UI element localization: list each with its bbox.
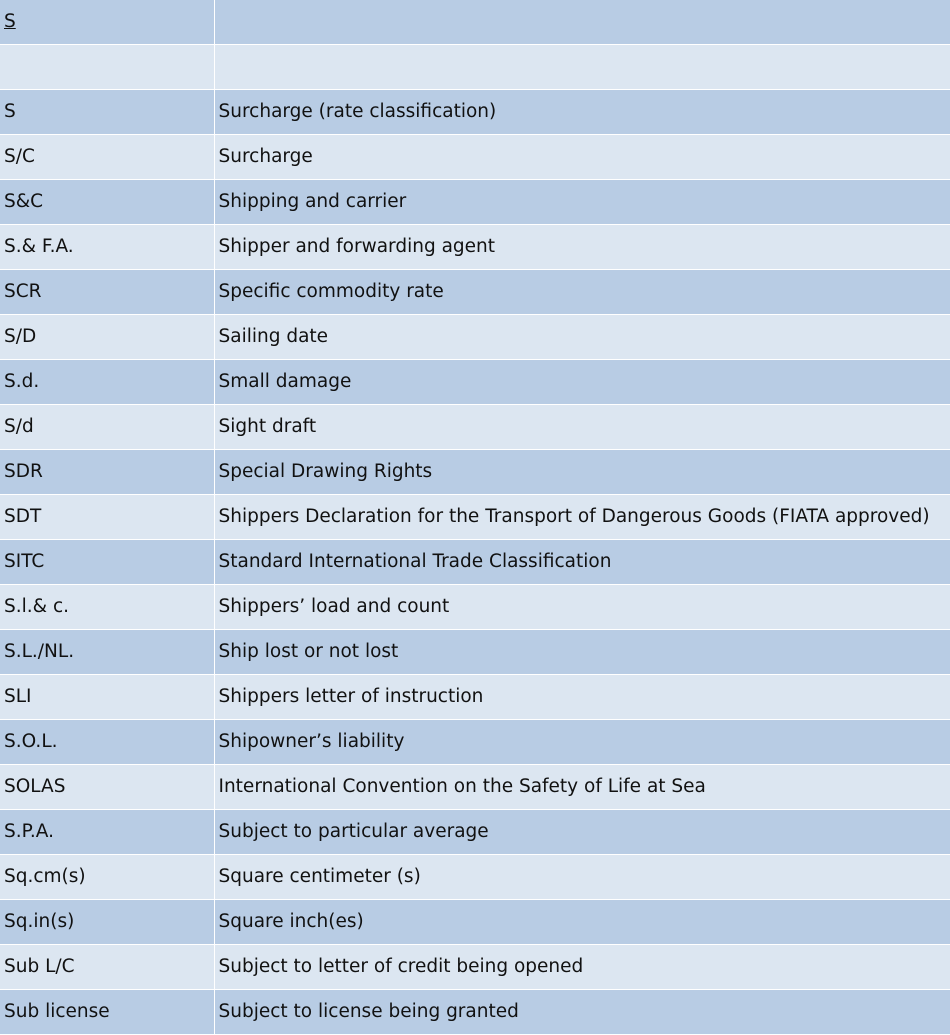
table-row: [0, 315, 950, 360]
table-row: [0, 990, 950, 1035]
meaning-cell: Special Drawing Rights: [214, 450, 950, 495]
table-row: [0, 270, 950, 315]
meaning-cell: Subject to particular average: [214, 810, 950, 855]
meaning-cell: Square centimeter (s): [214, 855, 950, 900]
meaning-cell: International Convention on the Safety of Life at Sea: [214, 765, 950, 810]
table-row: [0, 675, 950, 720]
meaning-cell: Shipping and carrier: [214, 180, 950, 225]
meaning-cell: Standard International Trade Classification: [214, 540, 950, 585]
table-row: [0, 180, 950, 225]
meaning-cell: Shipper and forwarding agent: [214, 225, 950, 270]
abbreviation-cell: S.O.L.: [0, 720, 214, 765]
abbreviation-cell: S/d: [0, 405, 214, 450]
abbreviation-cell: S.P.A.: [0, 810, 214, 855]
section-header-row: [0, 0, 950, 45]
meaning-cell: Shippers Declaration for the Transport of Dangerous Goods (FIATA approved): [214, 495, 950, 540]
table-row: [0, 900, 950, 945]
spacer-cell: [214, 45, 950, 90]
abbreviation-cell: S.d.: [0, 360, 214, 405]
table-row: [0, 135, 950, 180]
abbreviation-cell: Sq.in(s): [0, 900, 214, 945]
meaning-cell: Subject to letter of credit being opened: [214, 945, 950, 990]
abbreviation-cell: Sq.cm(s): [0, 855, 214, 900]
abbreviation-cell: S.L./NL.: [0, 630, 214, 675]
meaning-cell: Shipowner’s liability: [214, 720, 950, 765]
table-row: [0, 495, 950, 540]
abbreviation-cell: Sub license: [0, 990, 214, 1035]
section-letter-cell: [0, 0, 214, 45]
table-row: [0, 405, 950, 450]
meaning-cell: Subject to license being granted: [214, 990, 950, 1035]
meaning-cell: Shippers letter of instruction: [214, 675, 950, 720]
table-row: [0, 810, 950, 855]
abbreviation-cell: SDT: [0, 495, 214, 540]
abbreviation-cell: Sub L/C: [0, 945, 214, 990]
meaning-cell: Small damage: [214, 360, 950, 405]
meaning-cell: Ship lost or not lost: [214, 630, 950, 675]
meaning-cell: Surcharge: [214, 135, 950, 180]
abbreviation-cell: S/C: [0, 135, 214, 180]
abbreviation-cell: SLI: [0, 675, 214, 720]
meaning-cell: Specific commodity rate: [214, 270, 950, 315]
spacer-row: [0, 45, 950, 90]
abbreviation-cell: S.& F.A.: [0, 225, 214, 270]
abbreviation-cell: S.l.& c.: [0, 585, 214, 630]
table-row: [0, 720, 950, 765]
abbreviation-cell: SITC: [0, 540, 214, 585]
meaning-cell: Sailing date: [214, 315, 950, 360]
table-row: [0, 360, 950, 405]
meaning-cell: Sight draft: [214, 405, 950, 450]
meaning-cell: Shippers’ load and count: [214, 585, 950, 630]
table-row: [0, 90, 950, 135]
table-row: [0, 765, 950, 810]
table-row: [0, 450, 950, 495]
table-row: [0, 945, 950, 990]
table-row: [0, 540, 950, 585]
abbreviation-cell: S: [0, 90, 214, 135]
meaning-cell: Surcharge (rate classification): [214, 90, 950, 135]
abbreviation-cell: SCR: [0, 270, 214, 315]
abbreviation-cell: SOLAS: [0, 765, 214, 810]
table-row: [0, 630, 950, 675]
spacer-cell: [0, 45, 214, 90]
table-row: [0, 225, 950, 270]
section-letter: S: [4, 11, 16, 32]
abbreviation-cell: S&C: [0, 180, 214, 225]
abbreviation-cell: SDR: [0, 450, 214, 495]
section-header-empty-cell: [214, 0, 950, 45]
table-row: [0, 855, 950, 900]
table-row: [0, 585, 950, 630]
meaning-cell: Square inch(es): [214, 900, 950, 945]
abbreviation-cell: S/D: [0, 315, 214, 360]
